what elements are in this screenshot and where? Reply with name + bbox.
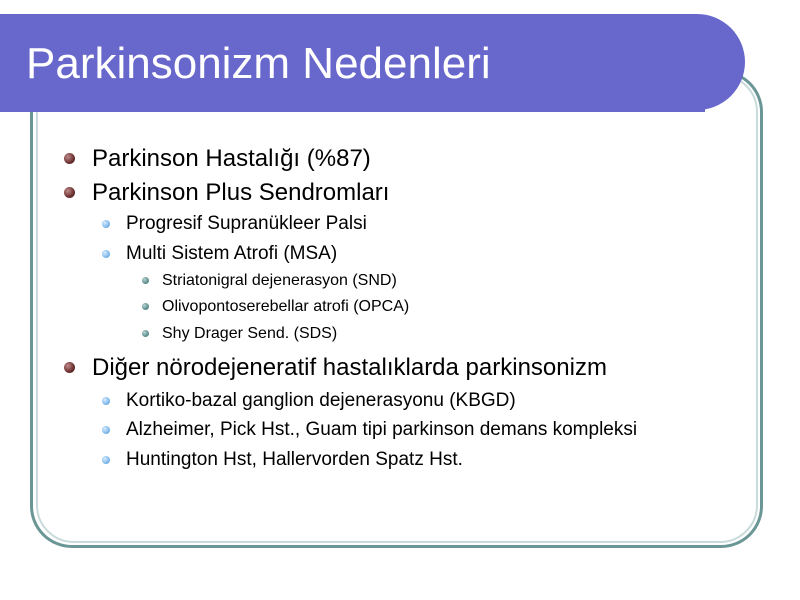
bullet-text: Olivopontoserebellar atrofi (OPCA): [162, 298, 410, 315]
bullet-item: [162, 271, 397, 291]
bullet-icon: [64, 153, 75, 164]
bullet-text: Huntington Hst, Hallervorden Spatz Hst.: [126, 449, 463, 470]
bullet-icon: [102, 250, 110, 258]
bullet-icon: [102, 426, 110, 434]
bullet-item: [126, 243, 337, 265]
bullet-item: [126, 390, 516, 412]
bullet-text: Parkinson Hastalığı (%87): [92, 145, 371, 172]
bullet-icon: [102, 397, 110, 405]
bullet-text: Striatonigral dejenerasyon (SND): [162, 272, 397, 289]
bullet-item: [162, 324, 337, 344]
bullet-text: Shy Drager Send. (SDS): [162, 325, 338, 342]
bullet-item: [126, 449, 463, 471]
bullet-text: Multi Sistem Atrofi (MSA): [126, 243, 338, 264]
bullet-item: [92, 354, 607, 382]
bullet-icon: [142, 277, 149, 284]
bullet-text: Alzheimer, Pick Hst., Guam tipi parkinson demans kompleksi: [126, 419, 638, 440]
bullet-item: [162, 297, 409, 317]
bullet-text: Progresif Supranükleer Palsi: [126, 213, 367, 234]
bullet-icon: [142, 303, 149, 310]
bullet-text: Diğer nörodejeneratif hastalıklarda parkinsonizm: [92, 354, 607, 381]
bullet-item: [126, 213, 367, 235]
bullet-icon: [64, 187, 75, 198]
bullet-item: [126, 419, 637, 441]
bullet-icon: [64, 362, 75, 373]
bullet-icon: [142, 330, 149, 337]
slide-title: Parkinsonizm Nedenleri: [26, 39, 491, 88]
title-underline: [0, 108, 705, 112]
bullet-text: Parkinson Plus Sendromları: [92, 179, 390, 206]
bullet-icon: [102, 456, 110, 464]
bullet-icon: [102, 220, 110, 228]
bullet-item: [92, 179, 389, 207]
bullet-item: [92, 145, 371, 173]
bullet-text: Kortiko-bazal ganglion dejenerasyonu (KBGD): [126, 390, 516, 411]
